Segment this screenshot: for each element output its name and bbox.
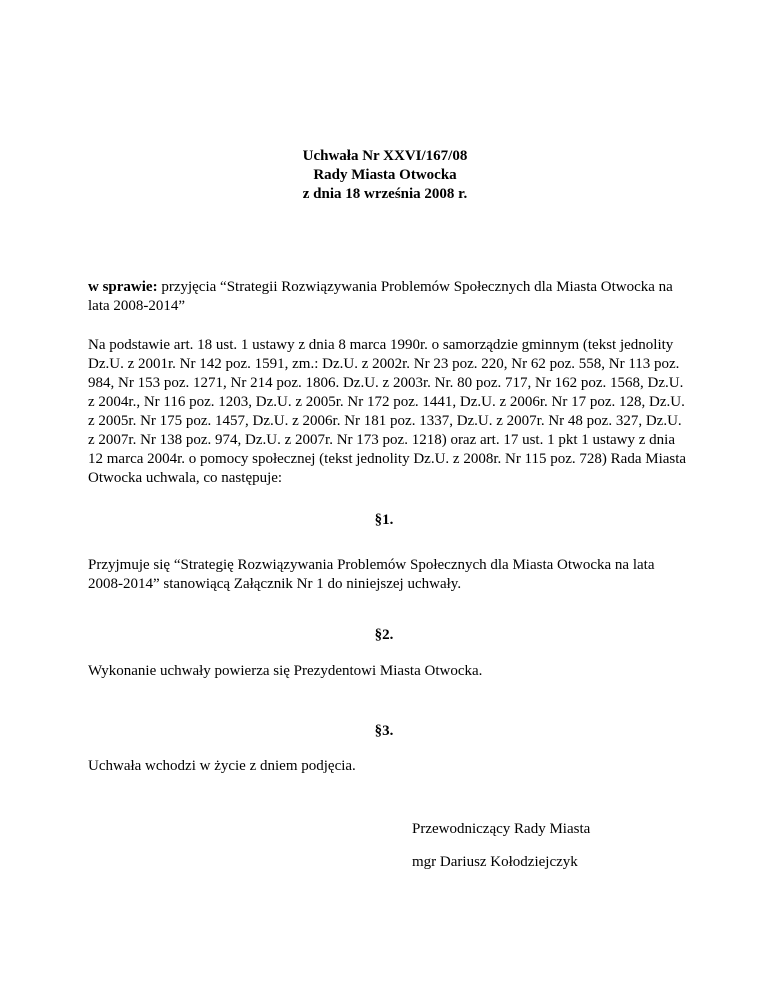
council-name: Rady Miasta Otwocka <box>313 167 457 183</box>
signatory-name: mgr Dariusz Kołodziejczyk <box>412 854 578 870</box>
subject-label: w sprawie: <box>88 279 158 295</box>
section-2-text: Wykonanie uchwały powierza się Prezydentowi Miasta Otwocka. <box>88 663 483 679</box>
section-2-heading: §2. <box>374 627 394 643</box>
section-1-text: Przyjmuje się “Strategię Rozwiązywania Problemów Społecznych dla Miasta Otwocka na lata 2008-2014” stanowiącą Załącznik Nr 1 do niniejszej uchwały. <box>88 557 655 592</box>
resolution-title <box>270 147 500 204</box>
section-1-heading: §1. <box>374 512 394 528</box>
resolution-number: Uchwała Nr XXVI/167/08 <box>302 148 468 164</box>
resolution-subject <box>88 278 688 316</box>
section-3-heading: §3. <box>374 723 394 739</box>
signatory-role: Przewodniczący Rady Miasta <box>412 821 591 837</box>
legal-basis: Na podstawie art. 18 ust. 1 ustawy z dnia 8 marca 1990r. o samorządzie gminnym (tekst jednolity Dz.U. z 2001r. Nr 142 poz. 1591, zm.: Dz.U. z 2002r. Nr 23 poz. 220, Nr 62 poz. 558, Nr 113 poz. 984, Nr 153 poz. 1271, Nr 214 poz. 1806. Dz.U. z 2003r. Nr. 80 poz. 717, Nr 162 poz. 1568, Dz.U. z 2004r., Nr 116 poz. 1203, Dz.U. z 2005r. Nr 172 poz. 1441, Dz.U. z 2006r. Nr 17 poz. 128, Dz.U. z 2005r. Nr 175 poz. 1457, Dz.U. z 2006r. Nr 181 poz. 1337, Dz.U. z 2007r. Nr 48 poz. 327, Dz.U. z 2007r. Nr 138 poz. 974, Dz.U. z 2007r. Nr 173 poz. 1218) oraz art. 17 ust. 1 pkt 1 ustawy z dnia 12 marca 2004r. o pomocy społecznej (tekst jednolity Dz.U. z 2008r. Nr 115 poz. 728) Rada Miasta Otwocka uchwala, co następuje: <box>88 337 687 486</box>
subject-text: przyjęcia “Strategii Rozwiązywania Problemów Społecznych dla Miasta Otwocka na lata 2008-2014” <box>88 279 673 314</box>
resolution-date: z dnia 18 września 2008 r. <box>302 186 468 202</box>
section-3-text: Uchwała wchodzi w życie z dniem podjęcia. <box>88 758 356 774</box>
